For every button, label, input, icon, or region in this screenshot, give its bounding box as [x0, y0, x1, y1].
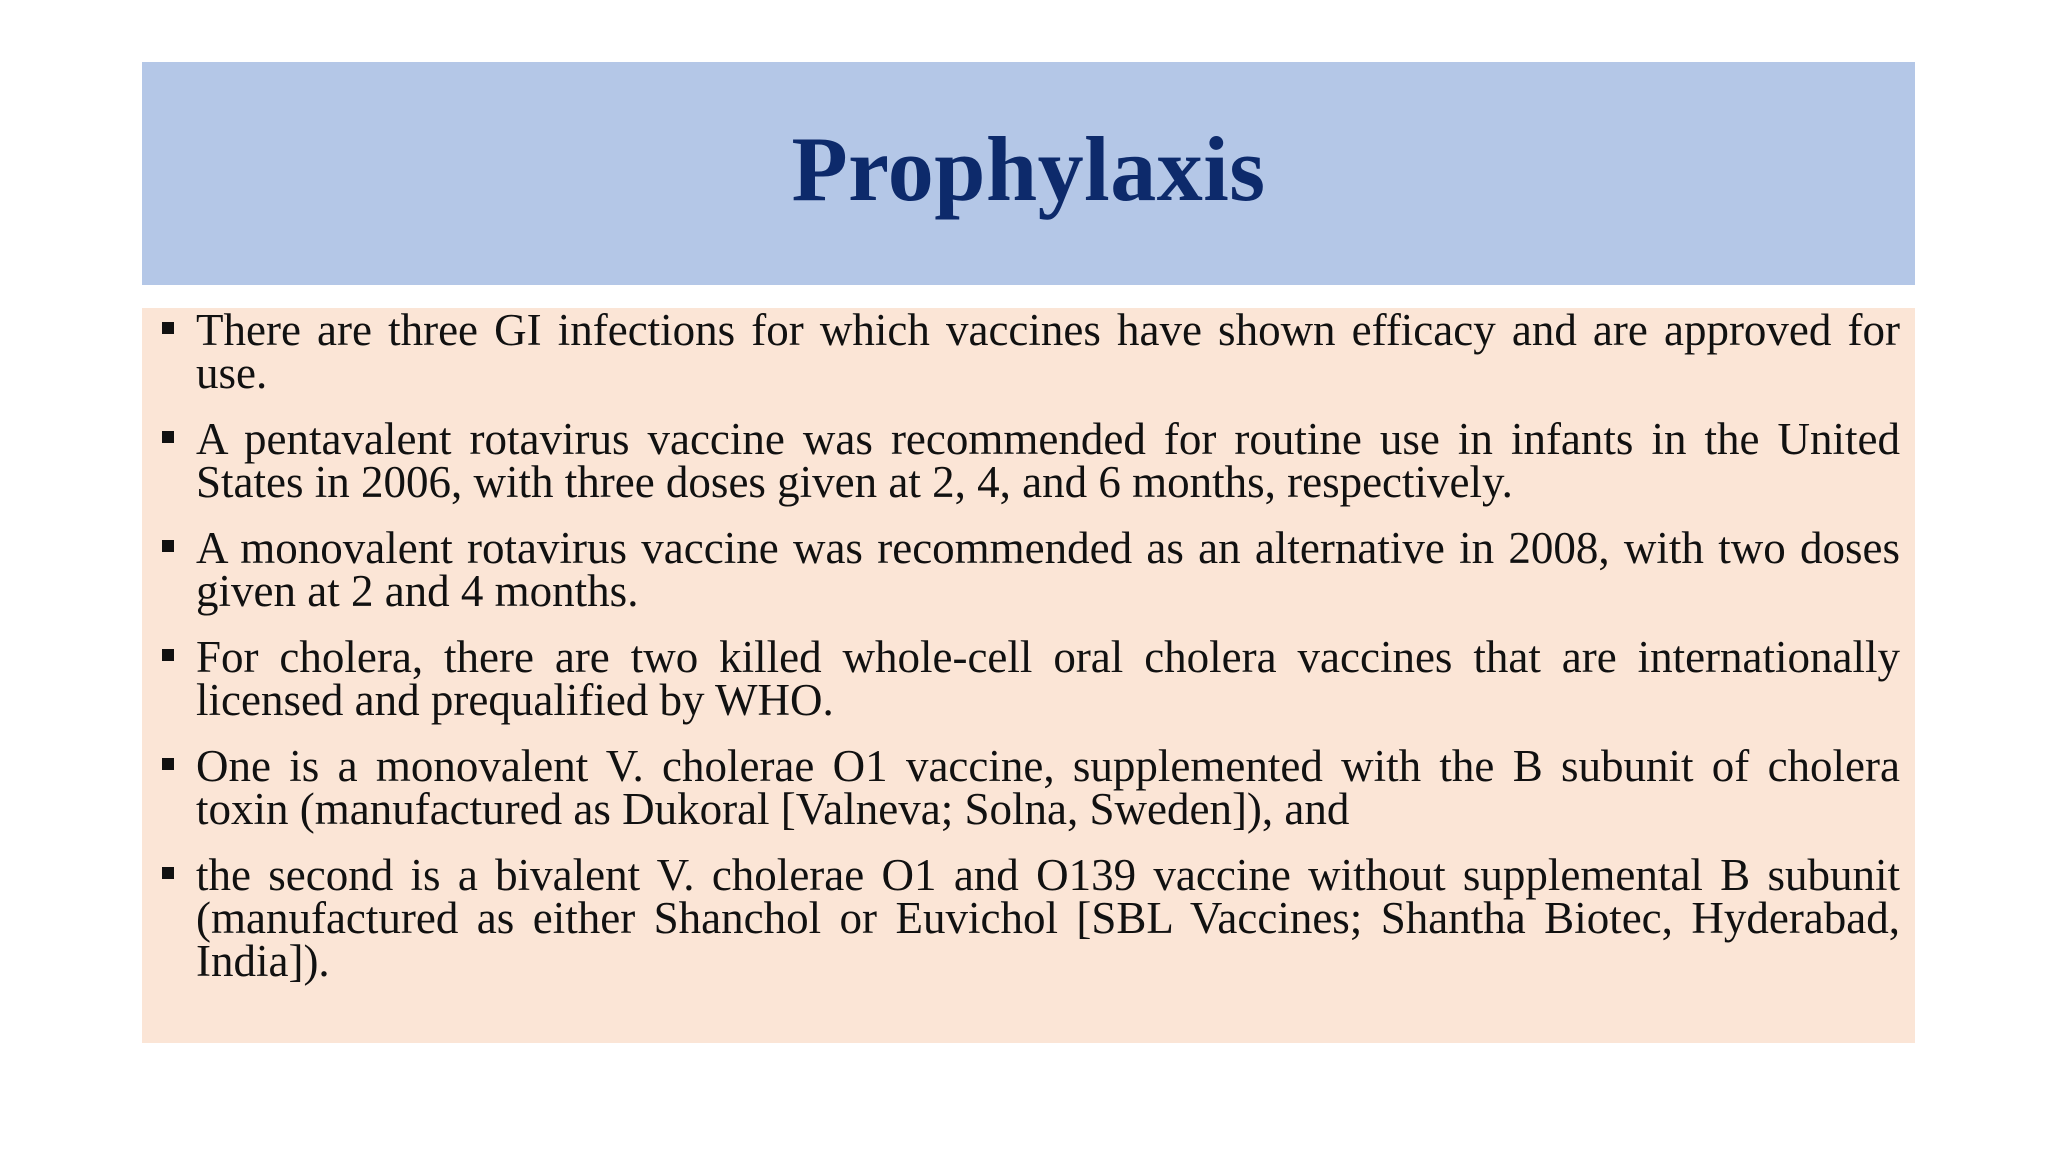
bullet-item-5: [196, 741, 1900, 834]
bullet-list: [196, 305, 1900, 1005]
square-bullet-icon: [162, 758, 174, 770]
bullet-item-3: [196, 523, 1900, 616]
square-bullet-icon: [162, 540, 174, 552]
bullet-text: A monovalent rotavirus vaccine was recommended as an alternative in 2008, with two doses given at 2 and 4 months.: [196, 523, 1900, 616]
slide-title: Prophylaxis: [791, 117, 1266, 220]
bullet-text: the second is a bivalent V. cholerae O1 and O139 vaccine without supplemental B subunit (manufactured as either Shanchol or Euvichol [SBL Vaccines; Shantha Biotec, Hyderabad, India]).: [196, 850, 1900, 986]
content-box: [142, 305, 1915, 1043]
bullet-item-6: [196, 850, 1900, 986]
bullet-text: One is a monovalent V. cholerae O1 vaccine, supplemented with the B subunit of cholera toxin (manufactured as Dukoral [Valneva; Solna, Sweden]), and: [196, 741, 1900, 834]
square-bullet-icon: [162, 322, 174, 334]
bullet-item-2: [196, 414, 1900, 507]
bullet-text: For cholera, there are two killed whole-cell oral cholera vaccines that are internationally licensed and prequalified by WHO.: [196, 632, 1900, 725]
bullet-text: A pentavalent rotavirus vaccine was recommended for routine use in infants in the United States in 2006, with three doses given at 2, 4, and 6 months, respectively.: [196, 414, 1900, 507]
square-bullet-icon: [162, 431, 174, 443]
square-bullet-icon: [162, 649, 174, 661]
bullet-text: There are three GI infections for which vaccines have shown efficacy and are approved for use.: [196, 305, 1900, 398]
title-band: [142, 62, 1915, 285]
square-bullet-icon: [162, 867, 174, 879]
bullet-item-1: [196, 305, 1900, 398]
bullet-item-4: [196, 632, 1900, 725]
